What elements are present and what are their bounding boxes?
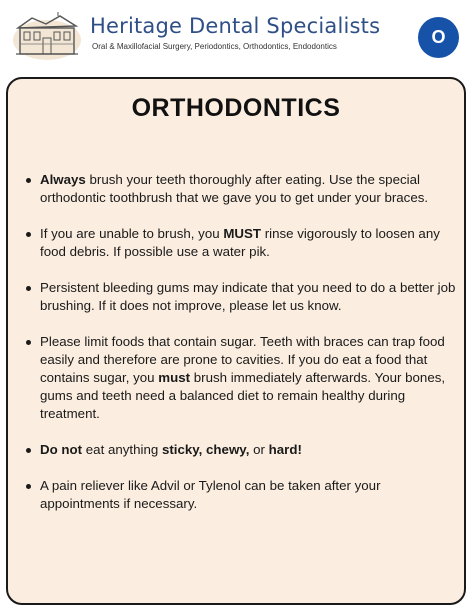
emphasis-text: Always bbox=[40, 172, 86, 187]
header bbox=[0, 0, 474, 70]
bullet-icon bbox=[26, 232, 31, 237]
bullet-icon bbox=[26, 340, 31, 345]
bullet-icon bbox=[26, 178, 31, 183]
bullet-icon bbox=[26, 448, 31, 453]
brand-subtitle: Oral & Maxillofacial Surgery, Periodontics, Orthodontics, Endodontics bbox=[92, 42, 337, 51]
emphasis-text: hard! bbox=[268, 442, 302, 457]
item-text: brush your teeth thoroughly after eating. Use the special orthodontic toothbrush that we gave you to get under your braces. bbox=[40, 172, 429, 205]
item-text: A pain reliever like Advil or Tylenol can be taken after your appointments if necessary. bbox=[40, 478, 381, 511]
instructions-card bbox=[6, 77, 466, 605]
list-item bbox=[26, 279, 458, 315]
item-text: Please limit foods that contain sugar. Teeth with braces can trap food easily and therefore are prone to cavities. If you do eat a food that contains sugar, you bbox=[40, 334, 445, 385]
item-text: eat anything bbox=[82, 442, 162, 457]
item-text: Persistent bleeding gums may indicate that you need to do a better job brushing. If it does not improve, please let us know. bbox=[40, 280, 456, 313]
emphasis-text: MUST bbox=[223, 226, 261, 241]
bullet-icon bbox=[26, 484, 31, 489]
item-text: If you are unable to brush, you bbox=[40, 226, 224, 241]
list-item bbox=[26, 477, 458, 513]
list-item bbox=[26, 225, 458, 261]
bullet-icon bbox=[26, 286, 31, 291]
list-item bbox=[26, 333, 458, 423]
list-item bbox=[26, 171, 458, 207]
instructions-list bbox=[26, 171, 458, 531]
item-text: brush immediately afterwards. Your bones, gums and teeth need a balanced diet to remain healthy during treatment. bbox=[40, 370, 446, 421]
building-logo-icon bbox=[12, 10, 82, 60]
section-badge: O bbox=[418, 17, 459, 58]
emphasis-text: Do not bbox=[40, 442, 83, 457]
card-title: ORTHODONTICS bbox=[131, 94, 341, 122]
brand-title: Heritage Dental Specialists bbox=[90, 14, 381, 38]
item-text: rinse vigorously to loosen any food debris. If possible use a water pik. bbox=[40, 226, 440, 259]
emphasis-text: sticky, chewy, bbox=[161, 442, 250, 457]
list-item bbox=[26, 441, 458, 459]
item-text: or bbox=[249, 442, 269, 457]
emphasis-text: must bbox=[158, 370, 191, 385]
